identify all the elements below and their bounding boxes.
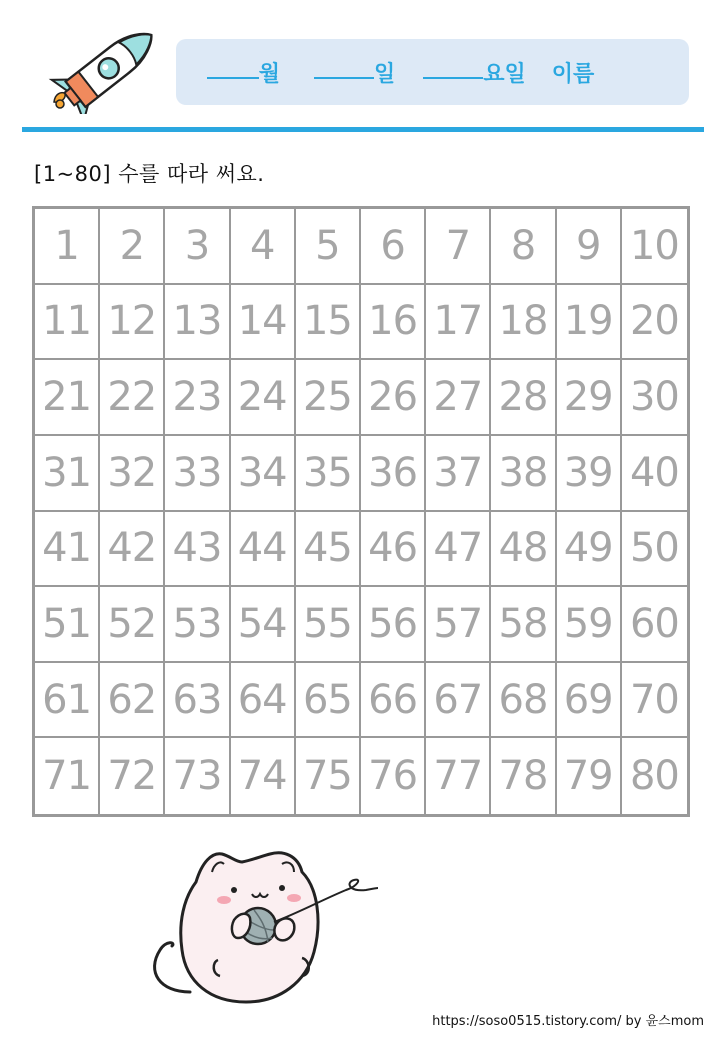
number-cell: 53 <box>165 587 230 663</box>
number-cell: 45 <box>296 512 361 588</box>
number-cell: 12 <box>100 285 165 361</box>
credit-text: https://soso0515.tistory.com/ by 윤스mom <box>432 1014 704 1029</box>
weekday-label: 요일 <box>483 61 526 87</box>
number-cell: 56 <box>361 587 426 663</box>
number-cell: 27 <box>426 360 491 436</box>
number-cell: 73 <box>165 738 230 814</box>
number-cell: 66 <box>361 663 426 739</box>
number-cell: 62 <box>100 663 165 739</box>
number-cell: 76 <box>361 738 426 814</box>
day-blank[interactable] <box>314 61 374 79</box>
number-cell: 23 <box>165 360 230 436</box>
number-cell: 33 <box>165 436 230 512</box>
number-cell: 50 <box>622 512 687 588</box>
number-cell: 19 <box>557 285 622 361</box>
number-cell: 36 <box>361 436 426 512</box>
number-cell: 54 <box>231 587 296 663</box>
number-cell: 11 <box>35 285 100 361</box>
number-cell: 2 <box>100 209 165 285</box>
instruction-text: [1~80] 수를 따라 써요. <box>34 162 265 186</box>
number-cell: 41 <box>35 512 100 588</box>
number-cell: 22 <box>100 360 165 436</box>
number-cell: 4 <box>231 209 296 285</box>
weekday-blank[interactable] <box>423 61 483 79</box>
rocket-icon <box>40 22 165 114</box>
cat-with-yarn-icon <box>150 842 380 1007</box>
number-cell: 16 <box>361 285 426 361</box>
number-cell: 37 <box>426 436 491 512</box>
number-cell: 39 <box>557 436 622 512</box>
number-cell: 5 <box>296 209 361 285</box>
number-cell: 69 <box>557 663 622 739</box>
number-cell: 18 <box>491 285 556 361</box>
number-cell: 30 <box>622 360 687 436</box>
date-name-header <box>176 39 689 105</box>
number-cell: 47 <box>426 512 491 588</box>
number-cell: 67 <box>426 663 491 739</box>
number-cell: 32 <box>100 436 165 512</box>
number-tracing-grid <box>32 206 690 817</box>
number-cell: 80 <box>629 753 679 800</box>
number-cell: 8 <box>491 209 556 285</box>
number-cell: 31 <box>35 436 100 512</box>
number-cell: 10 <box>622 209 687 285</box>
number-cell: 52 <box>100 587 165 663</box>
number-cell: 21 <box>35 360 100 436</box>
number-cell: 65 <box>296 663 361 739</box>
number-cell: 26 <box>361 360 426 436</box>
number-cell: 68 <box>491 663 556 739</box>
number-cell: 58 <box>491 587 556 663</box>
number-cell: 51 <box>35 587 100 663</box>
number-cell: 72 <box>100 738 165 814</box>
month-label: 월 <box>258 61 280 87</box>
number-cell: 55 <box>296 587 361 663</box>
number-cell: 6 <box>361 209 426 285</box>
number-cell: 78 <box>491 738 556 814</box>
number-cell: 63 <box>165 663 230 739</box>
header-divider <box>22 127 704 132</box>
number-cell: 46 <box>361 512 426 588</box>
number-cell: 7 <box>426 209 491 285</box>
number-cell: 15 <box>296 285 361 361</box>
number-cell: 61 <box>35 663 100 739</box>
name-label: 이름 <box>551 61 595 87</box>
number-cell: 60 <box>622 587 687 663</box>
number-cell: 48 <box>491 512 556 588</box>
day-label: 일 <box>373 61 396 87</box>
number-cell: 1 <box>35 209 100 285</box>
number-cell: 57 <box>426 587 491 663</box>
number-cell: 77 <box>426 738 491 814</box>
number-cell: 43 <box>165 512 230 588</box>
number-cell: 24 <box>231 360 296 436</box>
number-cell: 49 <box>557 512 622 588</box>
number-cell: 35 <box>296 436 361 512</box>
number-cell: 14 <box>231 285 296 361</box>
number-cell: 74 <box>231 738 296 814</box>
number-cell: 59 <box>557 587 622 663</box>
number-cell: 42 <box>100 512 165 588</box>
number-cell: 17 <box>426 285 491 361</box>
number-cell: 20 <box>622 285 687 361</box>
number-cell: 28 <box>491 360 556 436</box>
number-cell: 64 <box>231 663 296 739</box>
number-cell: 70 <box>622 663 687 739</box>
number-cell: 25 <box>296 360 361 436</box>
number-cell: 75 <box>296 738 361 814</box>
number-cell: 3 <box>165 209 230 285</box>
number-cell: 40 <box>622 436 687 512</box>
number-cell: 44 <box>231 512 296 588</box>
number-cell: 13 <box>165 285 230 361</box>
number-cell: 34 <box>231 436 296 512</box>
number-cell: 29 <box>557 360 622 436</box>
number-cell: 79 <box>557 738 622 814</box>
number-cell: 9 <box>557 209 622 285</box>
number-cell: 71 <box>35 738 100 814</box>
number-cell: 38 <box>491 436 556 512</box>
month-blank[interactable] <box>207 61 259 79</box>
